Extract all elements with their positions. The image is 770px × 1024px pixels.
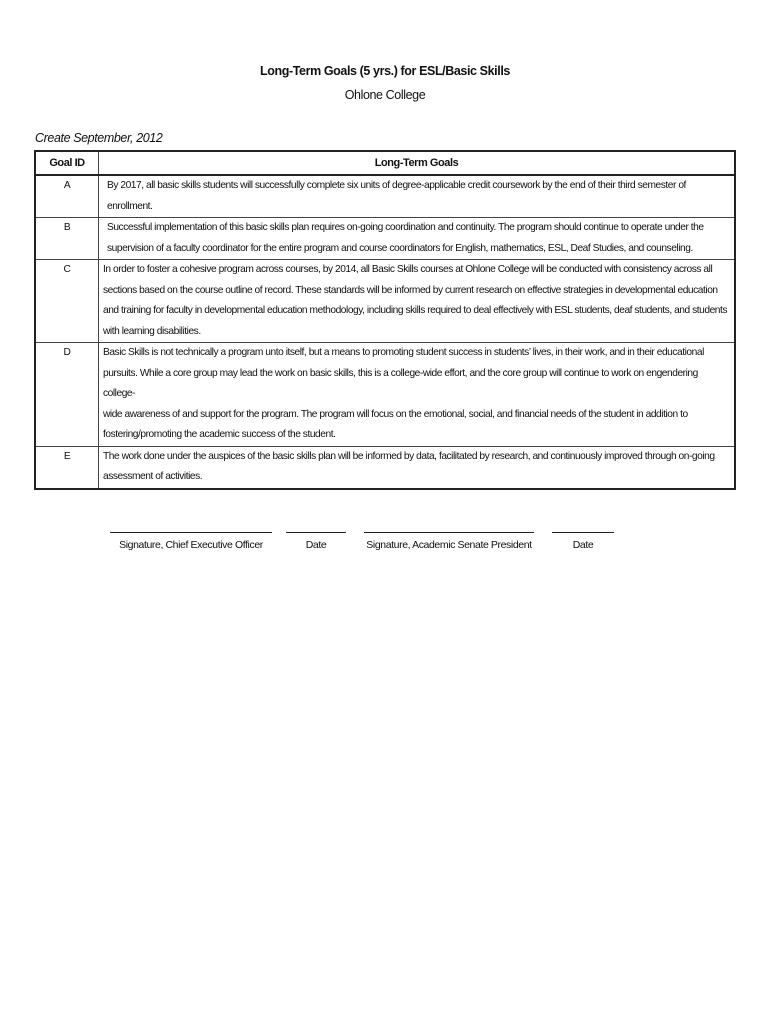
document-subtitle: Ohlone College [344,88,426,102]
document-title: Long-Term Goals (5 yrs.) for ESL/Basic Skills [260,64,510,78]
goal-id-cell: A [63,180,71,191]
goal-text-line: wide awareness of and support for the program. The program will focus on the emotional, social, and financial needs of the student in addition to [103,408,688,420]
goal-text-line: In order to foster a cohesive program across courses, by 2014, all Basic Skills courses at Ohlone College will be conducted with consistency across all [103,264,713,275]
goal-text-line: Basic Skills is not technically a program unto itself, but a means to promoting student success in students’ lives, in their work, and in their educational [103,347,704,358]
table-row [35,343,735,447]
header-goal-id: Goal ID [35,151,99,175]
header-long-term-goals: Long-Term Goals [99,151,736,175]
goal-text-line: with learning disabilities. [103,325,201,337]
goal-id-cell: D [35,343,99,447]
goal-text-line: By 2017, all basic skills students will successfully complete six units of degree-applicable credit coursework by the end of their third semester of enrollment. [107,180,686,212]
goal-text-cell [99,218,736,260]
signature-line [364,520,534,533]
goal-text-line: assessment of activities. [103,471,203,482]
goal-id-cell: C [35,260,99,343]
goal-text-cell [99,343,736,447]
signature-senate-date [552,520,614,551]
table-row [35,175,735,218]
table-row [35,260,735,343]
goal-text-line: sections based on the course outline of record. These standards will be informed by current research on effective strategies in developmental education [103,284,718,296]
signature-label: Signature, Chief Executive Officer [119,539,263,551]
signature-senate-president [364,520,534,551]
signature-ceo-date [286,520,346,551]
goal-text-line: The work done under the auspices of the basic skills plan will be informed by data, facilitated by research, and continuously improved through on-going [103,450,715,462]
signature-ceo [110,520,272,551]
table-row [35,446,735,489]
goal-text-line: and training for faculty in developmental education methodology, including skills required to deal effectively with ESL students, deaf students, and students [103,305,728,316]
created-date: Create September, 2012 [35,131,163,145]
signature-line [110,520,272,533]
goal-text-line: fostering/promoting the academic success of the student. [103,429,336,440]
goal-text-line: supervision of a faculty coordinator for the entire program and course coordinators for English, mathematics, ESL, Deaf Studies, and counseling. [107,242,693,254]
table-header-row [35,151,735,175]
goals-table [34,150,736,490]
signature-line [552,520,614,533]
goal-id-cell: B [35,218,99,260]
signature-label: Date [305,539,327,551]
goal-text-cell [99,446,736,489]
goal-text-cell [99,175,736,218]
goal-id-cell: E [35,446,99,489]
signature-line [286,520,346,533]
goal-text-cell [99,260,736,343]
goal-text-line: pursuits. While a core group may lead the work on basic skills, this is a college-wide effort, and the core group will continue to work on engendering college- [103,367,698,399]
signature-label: Signature, Academic Senate President [366,539,532,551]
table-row [35,218,735,260]
goal-text-line: Successful implementation of this basic skills plan requires on-going coordination and continuity. The program should continue to operate under the [107,222,704,233]
signature-label: Date [572,539,594,551]
